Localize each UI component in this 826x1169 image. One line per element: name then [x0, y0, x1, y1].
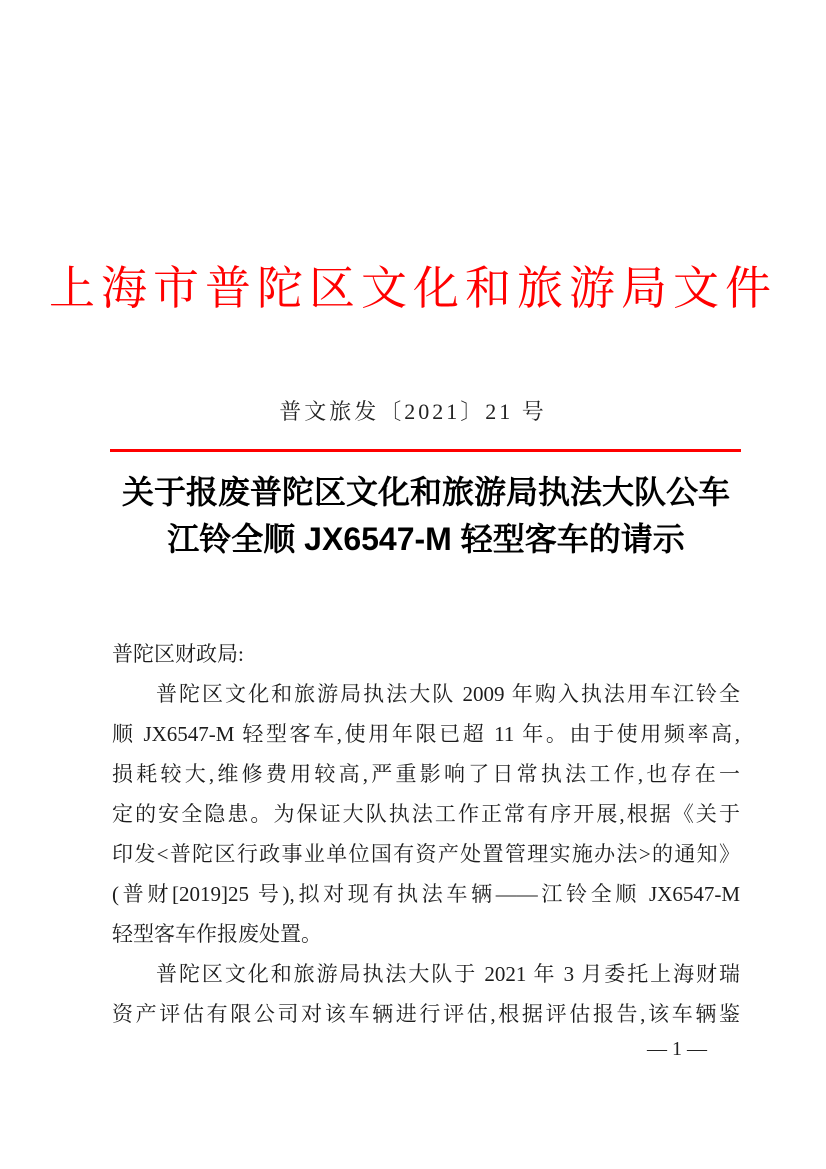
body-line: 顺 JX6547-M 轻型客车,使用年限已超 11 年。由于使用频率高,: [112, 722, 740, 746]
doc-title: [112, 469, 740, 563]
org-header-title: 上海市普陀区文化和旅游局文件: [49, 263, 777, 314]
doc-title-line-1: 关于报废普陀区文化和旅游局执法大队公车: [121, 474, 730, 510]
body-line: 定的安全隐患。为保证大队执法工作正常有序开展,根据《关于: [112, 802, 740, 826]
body-line: 损耗较大,维修费用较高,严重影响了日常执法工作,也存在一: [112, 762, 740, 786]
body-line: (普财[2019]25 号),拟对现有执法车辆——江铃全顺 JX6547-M: [112, 882, 740, 906]
body-line: 轻型客车作报废处置。: [112, 922, 322, 946]
body-line: 资产评估有限公司对该车辆进行评估,根据评估报告,该车辆鉴: [112, 1002, 740, 1026]
red-separator-line: [110, 449, 741, 452]
body-line: 普陀区文化和旅游局执法大队于 2021 年 3 月委托上海财瑞: [156, 962, 740, 986]
doc-body: [112, 634, 740, 1034]
body-line: 印发<普陀区行政事业单位国有资产处置管理实施办法>的通知》: [112, 842, 740, 866]
paragraph: [112, 954, 740, 1034]
salutation: 普陀区财政局:: [112, 642, 244, 666]
doc-title-line-2: 江铃全顺 JX6547-M 轻型客车的请示: [167, 521, 685, 557]
doc-number: 普文旅发〔2021〕21 号: [279, 399, 547, 424]
page-number: — 1 —: [647, 1038, 707, 1060]
body-line: 普陀区文化和旅游局执法大队 2009 年购入执法用车江铃全: [156, 682, 740, 706]
paragraph: [112, 674, 740, 954]
